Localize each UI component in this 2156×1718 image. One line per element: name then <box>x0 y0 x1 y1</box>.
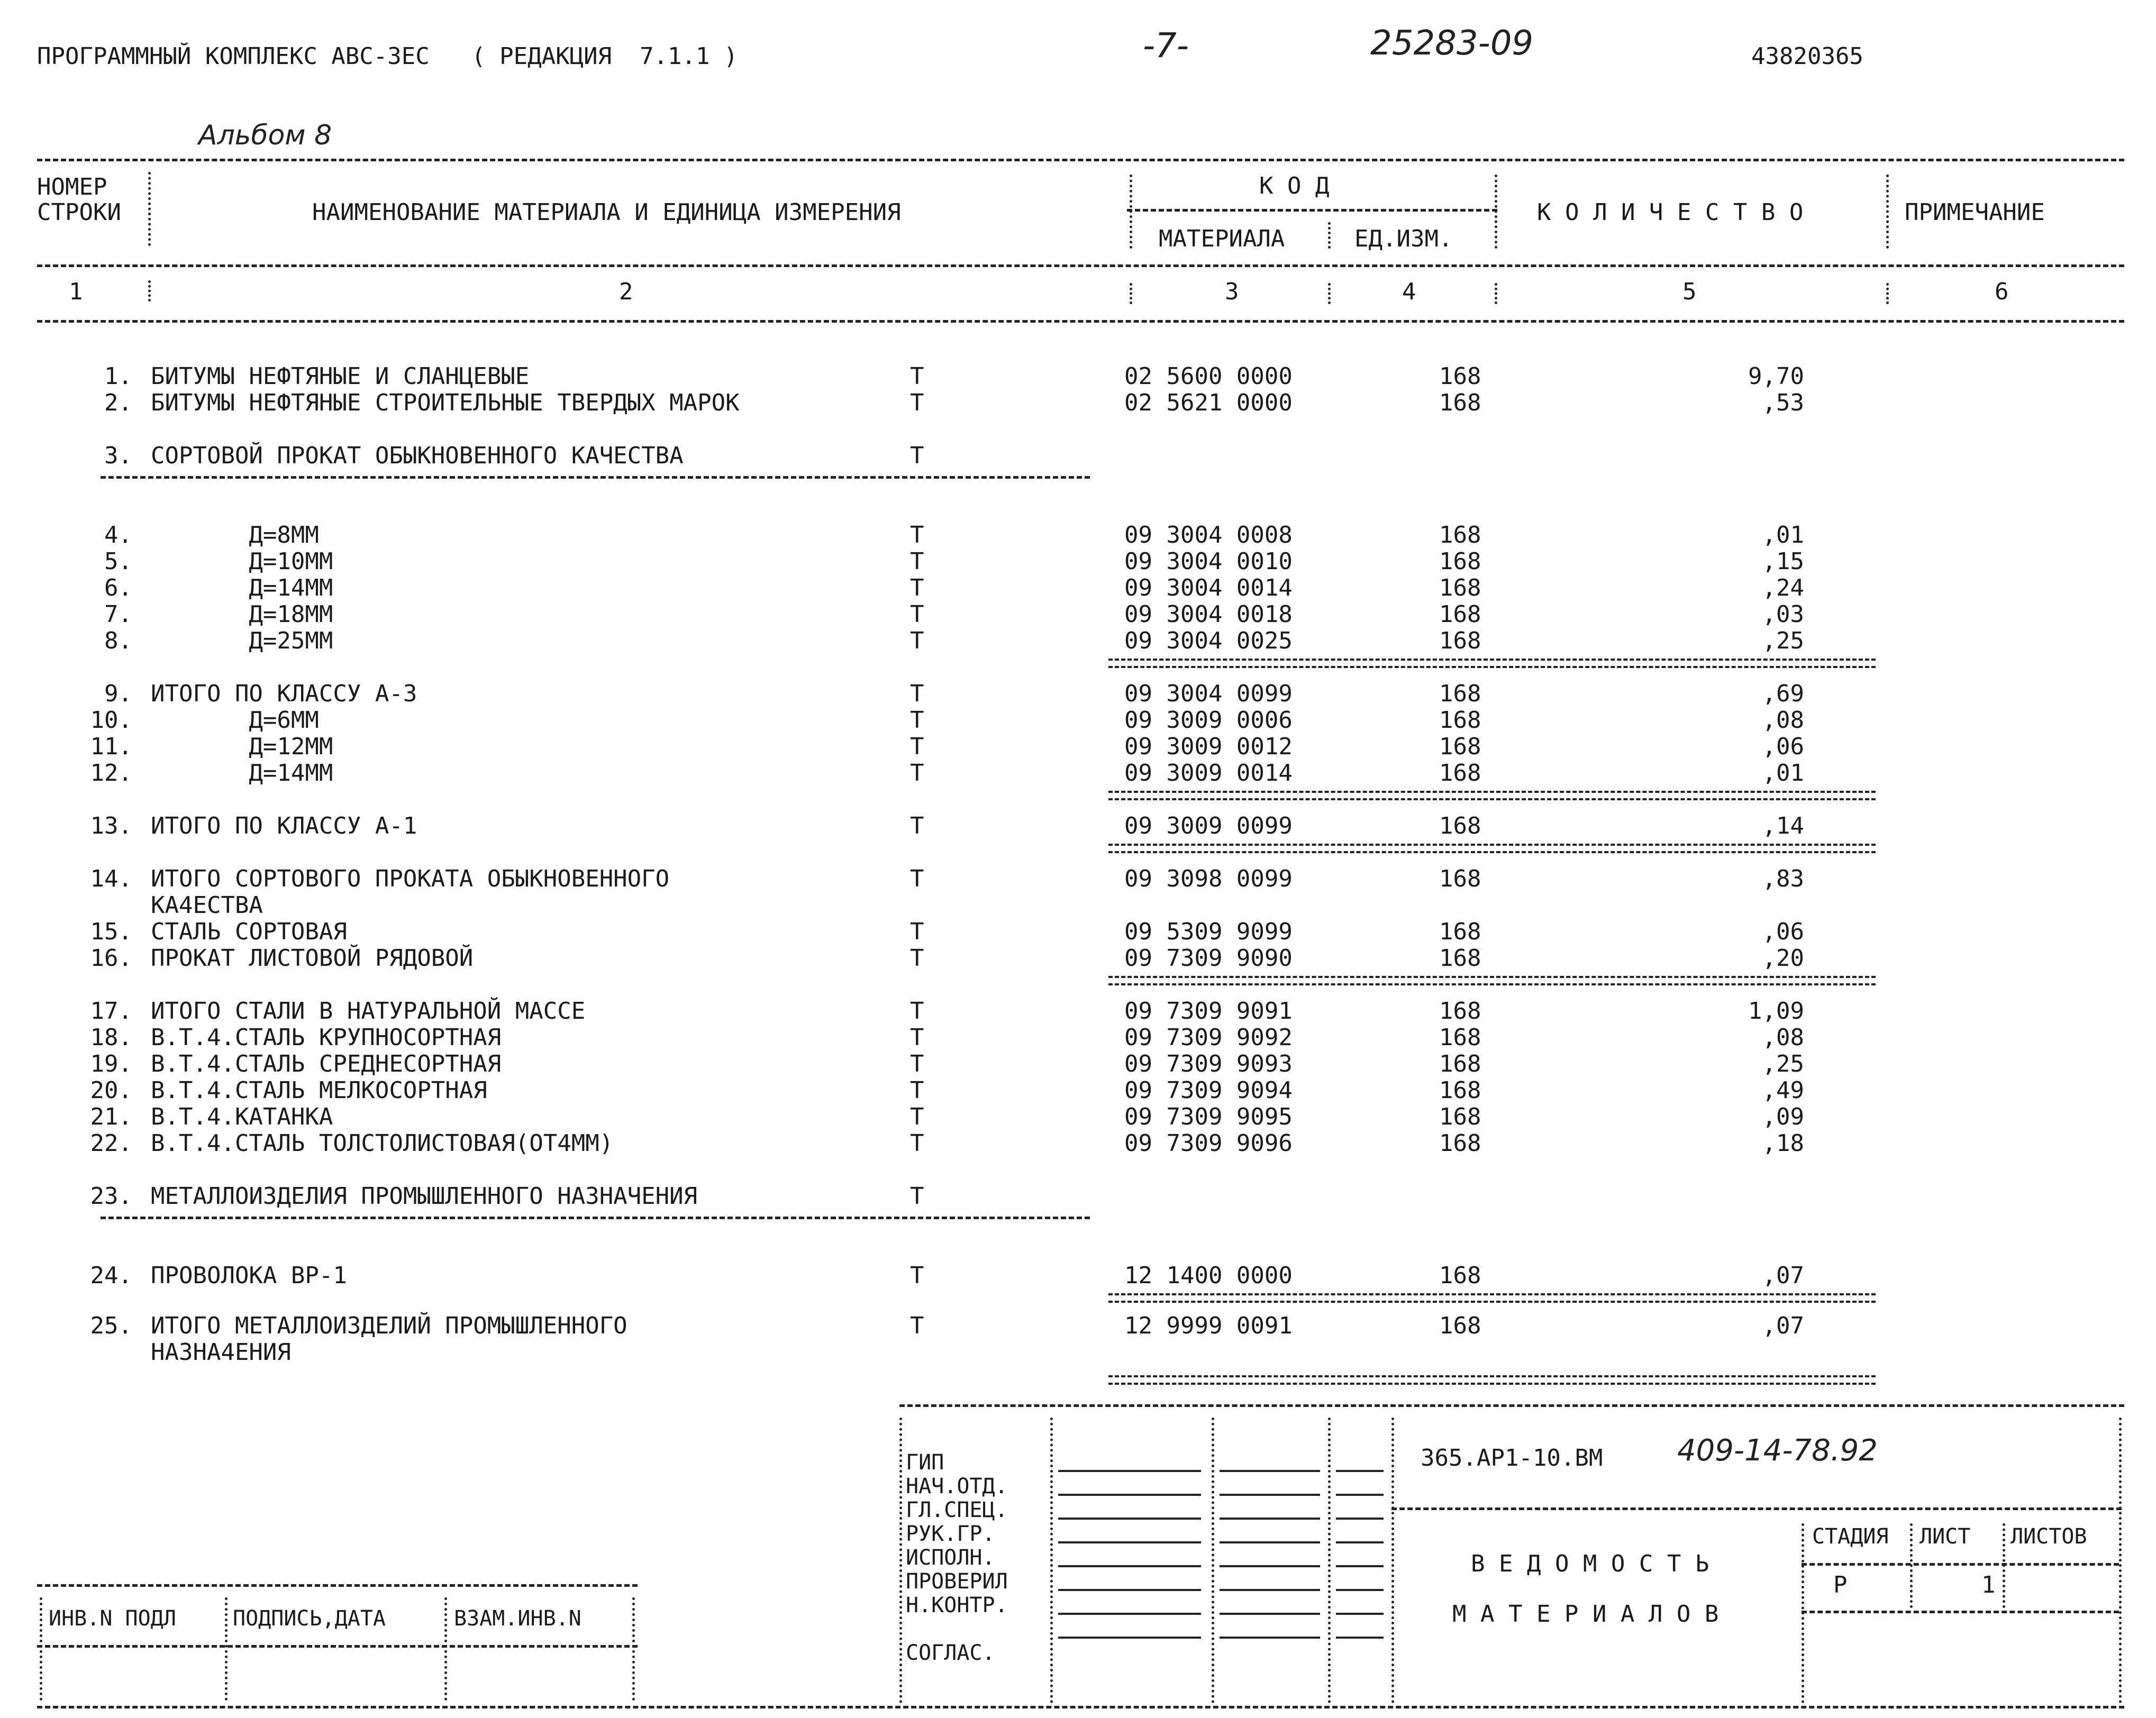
material-code: 09 5309 9099 <box>1124 918 1293 945</box>
row-number: 17. <box>90 998 132 1025</box>
table-row <box>0 1312 2156 1366</box>
material-code: 09 7309 9092 <box>1124 1024 1293 1051</box>
unit-code: 168 <box>1439 1312 1481 1339</box>
table-row <box>0 444 2156 471</box>
unit-code: 168 <box>1439 707 1481 734</box>
inv-sep <box>632 1597 635 1701</box>
material-name: Д=8ММ <box>151 522 319 549</box>
unit-of-measure: Т <box>910 945 924 972</box>
col-sep <box>148 172 151 246</box>
signature-line <box>1336 1565 1384 1567</box>
col-sep <box>1886 283 1889 304</box>
material-code: 09 3004 0010 <box>1124 548 1293 575</box>
quantity: ,20 <box>1762 945 1804 972</box>
table-row <box>0 365 2156 391</box>
unit-of-measure: Т <box>910 1312 924 1339</box>
col-sep <box>1495 175 1497 249</box>
stamp-sep <box>1050 1418 1053 1703</box>
material-name: ИТОГО СОРТОВОГО ПРОКАТА ОБЫКНОВЕННОГО <box>151 865 670 892</box>
stamp-doc-code: 365.АР1-10.ВМ <box>1421 1445 1603 1472</box>
unit-code: 168 <box>1439 680 1481 707</box>
quantity: ,08 <box>1762 707 1804 734</box>
row-number: 24. <box>90 1262 132 1289</box>
signature-line <box>1058 1637 1201 1639</box>
material-code: 09 7309 9090 <box>1124 945 1293 972</box>
page-mark: -7- <box>1143 26 1189 66</box>
signature-line <box>1058 1518 1201 1520</box>
signature-line <box>1058 1541 1201 1543</box>
program-title: ПРОГРАММНЫЙ КОМПЛЕКС АВС-3ЕС ( РЕДАКЦИЯ 7.1.1 ) <box>37 43 738 70</box>
stamp-title-line1: В Е Д О М О С Т Ь <box>1471 1550 1709 1577</box>
material-name: Д=14ММ <box>151 574 333 601</box>
row-number: 18. <box>90 1024 132 1051</box>
material-code: 09 7309 9095 <box>1124 1103 1293 1130</box>
signature-line <box>1220 1518 1320 1520</box>
row-number: 8. <box>104 627 132 654</box>
unit-of-measure: Т <box>910 1130 924 1157</box>
col-sep <box>1495 283 1497 304</box>
unit-code: 168 <box>1439 1024 1481 1051</box>
subtotal-rule <box>1108 844 1876 853</box>
quantity: ,53 <box>1762 389 1804 416</box>
subtotal-rule <box>1108 791 1876 800</box>
unit-code: 168 <box>1439 389 1481 416</box>
material-name: БИТУМЫ НЕФТЯНЫЕ И СЛАНЦЕВЫЕ <box>151 363 530 390</box>
material-name: В.Т.4.СТАЛЬ МЕЛКОСОРТНАЯ <box>151 1077 487 1104</box>
table-row <box>0 735 2156 762</box>
row-number: 10. <box>90 707 132 734</box>
row-number: 7. <box>104 601 132 628</box>
signature-line <box>1220 1541 1320 1543</box>
material-name: Д=12ММ <box>151 733 333 760</box>
material-name-continued: НАЗНА4ЕНИЯ <box>151 1339 291 1366</box>
row-number: 14. <box>90 865 132 892</box>
unit-code: 168 <box>1439 945 1481 972</box>
signature-line <box>1336 1518 1384 1520</box>
quantity: ,01 <box>1762 760 1804 787</box>
stamp-sheets-label: ЛИСТОВ <box>2011 1524 2087 1549</box>
material-code: 09 3009 0099 <box>1124 812 1293 839</box>
row-number: 12. <box>90 760 132 787</box>
unit-of-measure: Т <box>910 1183 924 1210</box>
unit-code: 168 <box>1439 548 1481 575</box>
table-row <box>0 947 2156 973</box>
row-number: 15. <box>90 918 132 945</box>
stamp-role-label: НАЧ.ОТД. <box>906 1474 1008 1498</box>
material-name: В.Т.4.СТАЛЬ КРУПНОСОРТНАЯ <box>151 1024 502 1051</box>
unit-code: 168 <box>1439 1262 1481 1289</box>
row-number: 25. <box>90 1312 132 1339</box>
col-index-5: 5 <box>1682 278 1697 305</box>
stamp-role-label: РУК.ГР. <box>906 1522 995 1546</box>
quantity: ,07 <box>1762 1262 1804 1289</box>
unit-of-measure: Т <box>910 998 924 1025</box>
stamp-stage-value: Р <box>1833 1571 1848 1598</box>
col-index-6: 6 <box>1995 278 2009 305</box>
table-row <box>0 812 2156 841</box>
quantity: ,49 <box>1762 1077 1804 1104</box>
material-code: 09 7309 9094 <box>1124 1077 1293 1104</box>
col-sep <box>148 280 151 301</box>
row-number: 21. <box>90 1103 132 1130</box>
row-number: 5. <box>104 548 132 575</box>
material-name: ПРОВОЛОКА ВР-1 <box>151 1262 347 1289</box>
stamp-sep <box>2003 1523 2005 1608</box>
signature-line <box>1336 1637 1384 1639</box>
material-name: Д=18ММ <box>151 601 333 628</box>
col-sep <box>1328 222 1331 249</box>
material-code: 09 3098 0099 <box>1124 865 1293 892</box>
unit-code: 168 <box>1439 1077 1481 1104</box>
inv-signature-date: ПОДПИСЬ,ДАТА <box>233 1606 386 1631</box>
col-sep <box>1886 175 1889 249</box>
stamp-rule <box>1802 1611 2119 1613</box>
row-number: 23. <box>90 1183 132 1210</box>
material-name: В.Т.4.СТАЛЬ СРЕДНЕСОРТНАЯ <box>151 1050 502 1077</box>
stamp-sep <box>2119 1418 2122 1703</box>
table-row <box>0 762 2156 788</box>
row-number: 3. <box>104 442 132 469</box>
unit-of-measure: Т <box>910 707 924 734</box>
signature-line <box>1058 1613 1201 1615</box>
inv-sep <box>444 1597 447 1701</box>
stamp-sep <box>1212 1418 1214 1703</box>
signature-line <box>1336 1613 1384 1615</box>
signature-line <box>1058 1565 1201 1567</box>
table-row <box>0 709 2156 735</box>
rule <box>37 264 2124 267</box>
signature-line <box>1336 1541 1384 1543</box>
row-number: 16. <box>90 945 132 972</box>
unit-of-measure: Т <box>910 363 924 390</box>
stamp-sep <box>899 1418 902 1703</box>
signature-line <box>1220 1613 1320 1615</box>
material-name: Д=14ММ <box>151 760 333 787</box>
unit-code: 168 <box>1439 1050 1481 1077</box>
material-name: ИТОГО МЕТАЛЛОИЗДЕЛИЙ ПРОМЫШЛЕННОГО <box>151 1312 627 1339</box>
col-index-3: 3 <box>1225 278 1239 305</box>
material-name: В.Т.4.КАТАНКА <box>151 1103 333 1130</box>
material-code: 09 3009 0012 <box>1124 733 1293 760</box>
quantity: ,01 <box>1762 522 1804 549</box>
row-number: 4. <box>104 522 132 549</box>
subtotal-rule <box>1108 976 1876 985</box>
quantity: ,69 <box>1762 680 1804 707</box>
stamp-sep <box>1910 1523 1913 1608</box>
stamp-sep <box>1328 1418 1331 1703</box>
material-code: 09 7309 9091 <box>1124 998 1293 1025</box>
stamp-title-line2: М А Т Е Р И А Л О В <box>1452 1601 1719 1628</box>
quantity: ,25 <box>1762 627 1804 654</box>
unit-of-measure: Т <box>910 601 924 628</box>
unit-of-measure: Т <box>910 1077 924 1104</box>
rule <box>37 159 2124 161</box>
stamp-role-label: Н.КОНТР. <box>906 1593 1008 1618</box>
material-name: МЕТАЛЛОИЗДЕЛИЯ ПРОМЫШЛЕННОГО НАЗНАЧЕНИЯ <box>151 1183 698 1210</box>
unit-of-measure: Т <box>910 1103 924 1130</box>
stamp-role-label: ГЛ.СПЕЦ. <box>906 1498 1008 1522</box>
quantity: ,25 <box>1762 1050 1804 1077</box>
unit-code: 168 <box>1439 865 1481 892</box>
row-number: 13. <box>90 812 132 839</box>
stamp-sheet-value: 1 <box>1981 1571 1996 1598</box>
unit-of-measure: Т <box>910 1050 924 1077</box>
stamp-stage-label: СТАДИЯ <box>1812 1524 1889 1549</box>
table-row <box>0 550 2156 577</box>
col-index-1: 1 <box>69 278 83 305</box>
table-row <box>0 1026 2156 1053</box>
unit-code: 168 <box>1439 601 1481 628</box>
unit-of-measure: Т <box>910 389 924 416</box>
unit-code: 168 <box>1439 918 1481 945</box>
unit-code: 168 <box>1439 1103 1481 1130</box>
inv-replaced-number: ВЗАМ.ИНВ.N <box>454 1606 581 1631</box>
subtotal-rule <box>1108 1293 1876 1303</box>
signature-line <box>1058 1494 1201 1496</box>
quantity: ,06 <box>1762 733 1804 760</box>
row-number: 19. <box>90 1050 132 1077</box>
stamp-border-top <box>899 1404 2124 1407</box>
unit-of-measure: Т <box>910 733 924 760</box>
stamp-rule <box>1802 1563 2119 1566</box>
subtotal-rule <box>1108 1375 1876 1385</box>
material-name: СОРТОВОЙ ПРОКАТ ОБЫКНОВЕННОГО КАЧЕСТВА <box>151 442 684 469</box>
unit-of-measure: Т <box>910 865 924 892</box>
material-code: 09 3009 0006 <box>1124 707 1293 734</box>
unit-code: 168 <box>1439 812 1481 839</box>
stamp-sep <box>1391 1418 1394 1703</box>
signature-line <box>1220 1637 1320 1639</box>
table-row <box>0 391 2156 418</box>
table-row <box>0 629 2156 656</box>
unit-of-measure: Т <box>910 918 924 945</box>
material-code: 09 3004 0014 <box>1124 574 1293 601</box>
table-row <box>0 1000 2156 1026</box>
material-name: Д=25ММ <box>151 627 333 654</box>
unit-of-measure: Т <box>910 1262 924 1289</box>
quantity: ,24 <box>1762 574 1804 601</box>
col-header-note: ПРИМЕЧАНИЕ <box>1905 199 2045 226</box>
material-code: 12 9999 0091 <box>1124 1312 1293 1339</box>
material-code: 09 7309 9096 <box>1124 1130 1293 1157</box>
unit-of-measure: Т <box>910 680 924 707</box>
unit-of-measure: Т <box>910 574 924 601</box>
unit-code: 168 <box>1439 574 1481 601</box>
album-note: Альбом 8 <box>198 120 332 151</box>
doc-number: 25283-09 <box>1370 24 1534 63</box>
row-number: 2. <box>104 389 132 416</box>
material-code: 09 7309 9093 <box>1124 1050 1293 1077</box>
stamp-role-label: ГИП <box>906 1450 944 1475</box>
row-number: 6. <box>104 574 132 601</box>
col-sep <box>1328 283 1331 304</box>
table-row <box>0 524 2156 550</box>
material-code: 09 3004 0018 <box>1124 601 1293 628</box>
col-header-row-number: НОМЕР СТРОКИ <box>37 173 121 226</box>
signature-line <box>1220 1494 1320 1496</box>
inv-sep <box>40 1597 42 1701</box>
table-row <box>0 1105 2156 1132</box>
stamp-role-label: ПРОВЕРИЛ <box>906 1569 1008 1594</box>
quantity: ,83 <box>1762 865 1804 892</box>
rule <box>37 320 2124 323</box>
row-number: 11. <box>90 733 132 760</box>
material-name: СТАЛЬ СОРТОВАЯ <box>151 918 347 945</box>
unit-of-measure: Т <box>910 442 924 469</box>
col-header-material: МАТЕРИАЛА <box>1159 225 1285 252</box>
section-underline <box>101 476 1090 479</box>
stamp-sheet-label: ЛИСТ <box>1920 1524 1971 1549</box>
row-number: 1. <box>104 363 132 390</box>
row-number: 9. <box>104 680 132 707</box>
signature-line <box>1220 1589 1320 1591</box>
signature-line <box>1336 1494 1384 1496</box>
unit-of-measure: Т <box>910 1024 924 1051</box>
unit-code: 168 <box>1439 760 1481 787</box>
quantity: 1,09 <box>1748 998 1804 1025</box>
quantity: ,06 <box>1762 918 1804 945</box>
unit-code: 168 <box>1439 363 1481 390</box>
material-name: ИТОГО ПО КЛАССУ А-3 <box>151 680 417 707</box>
unit-of-measure: Т <box>910 627 924 654</box>
material-name: ИТОГО СТАЛИ В НАТУРАЛЬНОЙ МАССЕ <box>151 998 586 1025</box>
quantity: ,14 <box>1762 812 1804 839</box>
inv-rule <box>37 1645 638 1648</box>
row-number: 22. <box>90 1130 132 1157</box>
table-row <box>0 682 2156 709</box>
unit-code: 168 <box>1439 627 1481 654</box>
table-row <box>0 1185 2156 1211</box>
unit-code: 168 <box>1439 998 1481 1025</box>
unit-of-measure: Т <box>910 548 924 575</box>
material-code: 02 5600 0000 <box>1124 363 1293 390</box>
quantity: ,18 <box>1762 1130 1804 1157</box>
quantity: ,09 <box>1762 1103 1804 1130</box>
material-code: 02 5621 0000 <box>1124 389 1293 416</box>
stamp-sep <box>1802 1523 1804 1703</box>
quantity: ,15 <box>1762 548 1804 575</box>
table-row <box>0 1079 2156 1105</box>
material-name: Д=6ММ <box>151 707 319 734</box>
unit-code: 168 <box>1439 522 1481 549</box>
quantity: ,03 <box>1762 601 1804 628</box>
col-header-name: НАИМЕНОВАНИЕ МАТЕРИАЛА И ЕДИНИЦА ИЗМЕРЕНИЯ <box>312 199 901 226</box>
subtotal-rule <box>1108 659 1876 668</box>
inv-rule <box>37 1584 638 1587</box>
table-row <box>0 574 2156 603</box>
material-name-continued: КА4ЕСТВА <box>151 892 263 919</box>
col-sep <box>1130 283 1132 304</box>
col-index-4: 4 <box>1402 278 1416 305</box>
stamp-handwritten-code: 409-14-78.92 <box>1677 1433 1878 1468</box>
col-header-quantity: К О Л И Ч Е С Т В О <box>1537 199 1804 226</box>
col-header-unit-code: ЕД.ИЗМ. <box>1354 225 1453 252</box>
col-sep <box>1130 175 1132 249</box>
table-row <box>0 865 2156 919</box>
quantity: ,08 <box>1762 1024 1804 1051</box>
unit-of-measure: Т <box>910 812 924 839</box>
material-name: В.Т.4.СТАЛЬ ТОЛСТОЛИСТОВАЯ(ОТ4ММ) <box>151 1130 614 1157</box>
signature-line <box>1058 1470 1201 1472</box>
material-code: 09 3009 0014 <box>1124 760 1293 787</box>
code-number: 43820365 <box>1751 43 1863 70</box>
table-row <box>0 1050 2156 1079</box>
material-code: 09 3004 0008 <box>1124 522 1293 549</box>
unit-of-measure: Т <box>910 522 924 549</box>
stamp-rule <box>1391 1507 2122 1510</box>
unit-code: 168 <box>1439 733 1481 760</box>
unit-of-measure: Т <box>910 760 924 787</box>
stamp-role-label: СОГЛАС. <box>906 1641 995 1665</box>
unit-code: 168 <box>1439 1130 1481 1157</box>
material-code: 09 3004 0025 <box>1124 627 1293 654</box>
signature-line <box>1336 1589 1384 1591</box>
table-row <box>0 603 2156 629</box>
section-underline <box>101 1217 1090 1219</box>
quantity: ,07 <box>1762 1312 1804 1339</box>
quantity: 9,70 <box>1748 363 1804 390</box>
inv-sep <box>225 1597 228 1701</box>
row-number: 20. <box>90 1077 132 1104</box>
material-name: Д=10ММ <box>151 548 333 575</box>
signature-line <box>1336 1470 1384 1472</box>
stamp-border-bottom <box>37 1706 2124 1708</box>
stamp-role-label: ИСПОЛН. <box>906 1546 995 1570</box>
inv-original-number: ИНВ.N ПОДЛ <box>49 1606 176 1631</box>
table-row <box>0 920 2156 947</box>
material-code: 12 1400 0000 <box>1124 1262 1293 1289</box>
rule <box>1127 209 1497 212</box>
table-row <box>0 1264 2156 1291</box>
material-name: ИТОГО ПО КЛАССУ А-1 <box>151 812 417 839</box>
material-code: 09 3004 0099 <box>1124 680 1293 707</box>
material-name: БИТУМЫ НЕФТЯНЫЕ СТРОИТЕЛЬНЫЕ ТВЕРДЫХ МАРОК <box>151 389 740 416</box>
signature-line <box>1220 1470 1320 1472</box>
material-name: ПРОКАТ ЛИСТОВОЙ РЯДОВОЙ <box>151 945 474 972</box>
signature-line <box>1220 1565 1320 1567</box>
table-row <box>0 1132 2156 1158</box>
col-index-2: 2 <box>619 278 633 305</box>
signature-line <box>1058 1589 1201 1591</box>
col-header-code: К О Д <box>1259 172 1330 199</box>
